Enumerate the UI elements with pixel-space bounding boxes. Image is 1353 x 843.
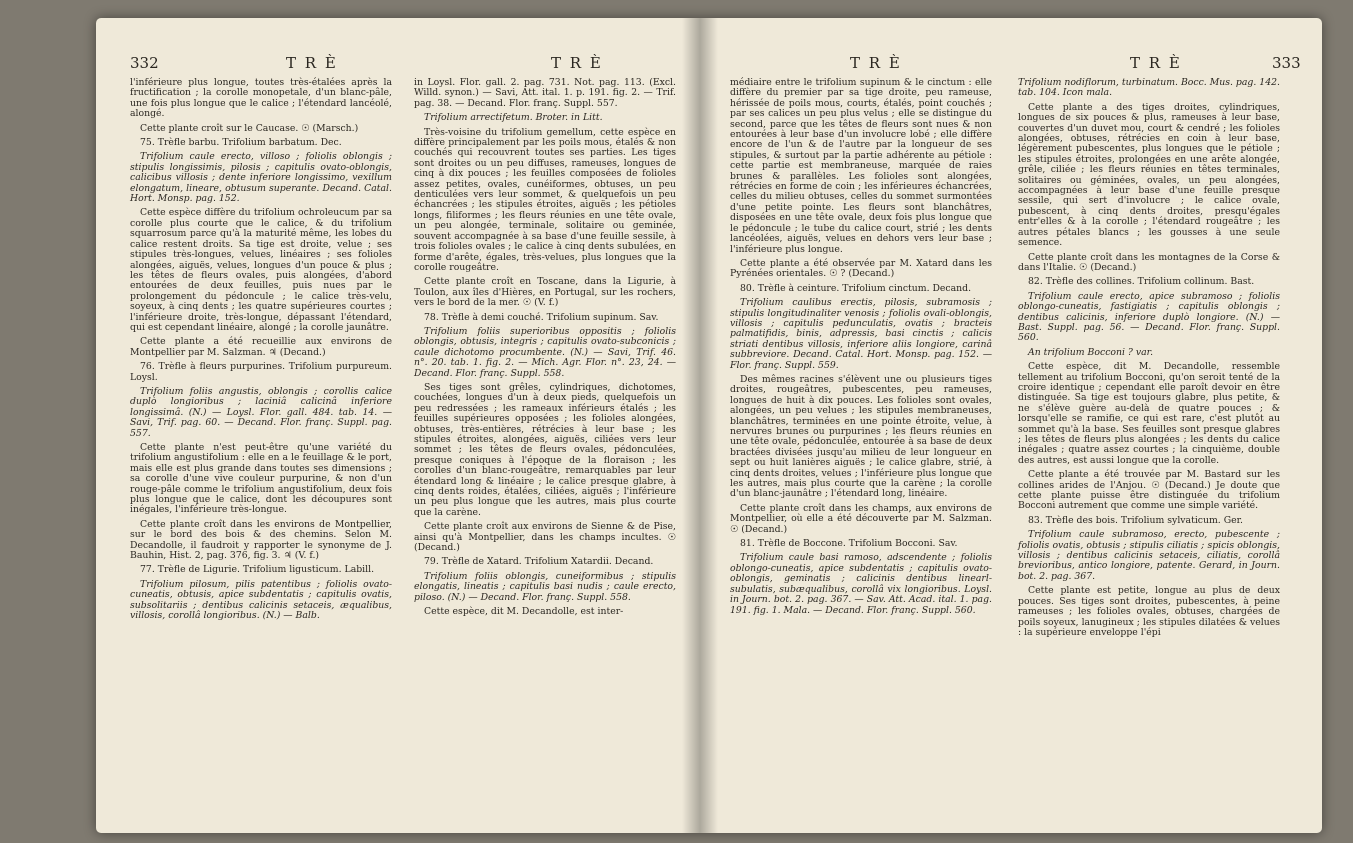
left-column-1	[130, 78, 392, 626]
paragraph: Très-voisine du trifolium gemellum, cette espèce en diffère principalement par les poils mous, étalés & non couchés qui recouvrent toutes ses parties. Les tiges sont droites ou un peu diffuses, rameuses, longues de cinq à dix pouces ; les feuilles composées de folioles assez petites, ovales, cunéiformes, obtuses, un peu denticulées vers leur sommet, & quelquefois un peu échancrées ; les stipules étroites, aiguës ; les pétioles longs, filiformes ; les fleurs réunies en une tête ovale, un peu alongée, terminale, solitaire ou geminée, souvent accompagnée à sa base d'une feuille sessile, à trois folioles ovales ; le calice à cinq dents subulées, en forme d'arête, égales, très-velues, plus longues que la corolle rougeâtre.	[414, 126, 676, 273]
synonym: Trifolium arrectifetum. Broter. in Litt.	[424, 112, 603, 124]
latin-diagnosis: Trifolium caule erecto, apice subramoso ; foliolis oblongo-cuneatis, fastigiatis ; capitulis oblongis ; dentibus calicinis, inferiore duplò longiore. (N.) — Bast. Suppl. pag. 56. — Decand. Flor. franç. Suppl. 560.	[1018, 290, 1280, 344]
species-heading: 76. Trèfle à fleurs purpurines. Trifolium purpureum. Loysl.	[130, 361, 392, 383]
latin-diagnosis: Trifolium caule basi ramoso, adscendente ; foliolis oblongo-cuneatis, apice subdentatis ; capitulis ovato-oblongis, geminatis ; calicinis dentibus linearl-subulatis, subæqualibus, corollâ vix longioribus. Loysl. in Journ. bot. 2. pag. 367. — Sav. Att. Acad. ital. 1. pag. 191. fig. 1. Mala. — Decand. Flor. franç. Suppl. 560.	[730, 552, 992, 616]
paragraph: Cette plante croît dans les montagnes de la Corse & dans l'Italie. ☉ (Decand.)	[1018, 251, 1280, 273]
latin-diagnosis: Trifolium caulibus erectis, pilosis, subramosis ; stipulis longitudinaliter venosis ; foliolis ovali-oblongis, villosis ; capitulis pedunculatis, ovatis ; bracteis palmatifidis, binis, adpressis, basi cinctis ; calicis striati dentibus villosis, inferiore aliis longiore, carinâ subbreviore. Decand. Catal. Hort. Monsp. pag. 152. — Flor. franç. Suppl. 559.	[730, 297, 992, 371]
species-heading: 81. Trèfle de Boccone. Trifolium Bocconi. Sav.	[740, 538, 958, 550]
left-column-2	[414, 78, 676, 622]
species-heading: 79. Trèfle de Xatard. Trifolium Xatardii. Decand.	[424, 556, 654, 568]
paragraph: Cette plante a été trouvée par M. Bastard sur les collines arides de l'Anjou. ☉ (Decand.) Je doute que cette plante puisse être distinguée du trifolium Bocconi autrement que comme une simple variété.	[1018, 469, 1280, 512]
species-heading: 80. Trèfle à ceinture. Trifolium cinctum. Decand.	[740, 282, 972, 294]
left-header-col1: T R È	[286, 54, 338, 72]
species-heading: 83. Trèfle des bois. Trifolium sylvaticum. Ger.	[1028, 514, 1244, 526]
right-page-number: 333	[1272, 54, 1301, 72]
paragraph: Cette espèce, dit M. Decandolle, est inter-	[424, 606, 624, 618]
paragraph: Ses tiges sont grêles, cylindriques, dichotomes, couchées, longues d'un à deux pieds, quelquefois un peu redressées ; les rameaux inférieurs étalés ; les feuilles supérieures opposées ; les folioles alongées, obtuses, très-entières, rétrécies à leur base ; les stipules étroites, alongées, aiguës, ciliées vers leur sommet ; les têtes de fleurs ovales, pédonculées, presque coniques à l'époque de la floraison ; les corolles d'un blanc-rougeâtre, remarquables par leur étendard long & linéaire ; le calice presque glabre, à cinq dents roides, étalées, ciliées, aiguës ; l'inférieure un peu plus longue que les autres, mais plus courte que la carène.	[414, 381, 676, 518]
right-header-col2: T R È	[1130, 54, 1182, 72]
right-column-2	[1018, 78, 1280, 642]
latin-diagnosis: Trifolium caule subramoso, erecto, pubescente ; foliolis ovatis, obtusis ; stipulis ciliatis ; spicis oblongis, villosis ; dentibus calicinis setaceis, ciliatis, corollâ brevioribus, antico longiore, patente. Gerard, in Journ. bot. 2. pag. 367.	[1018, 529, 1280, 582]
paragraph: Cette espèce, dit M. Decandolle, ressemble tellement au trifolium Bocconi, qu'on seroit tenté de la croire identique ; cependant elle paroît devoir en être distinguée. Sa tige est toujours glabre, plus petite, & ne s'élève guère au-delà de quatre pouces ; & lorsqu'elle se ramifie, ce qui est rare, c'est plutôt au sommet qu'à la base. Ses feuilles sont presque glabres ; les têtes de fleurs plus alongées ; les dents du calice inégales ; quatre assez courtes ; la cinquième, double des autres, est aussi longue que la corolle.	[1018, 361, 1280, 466]
species-heading: 77. Trèfle de Ligurie. Trifolium ligusticum. Labill.	[140, 564, 375, 576]
paragraph: médiaire entre le trifolium supinum & le cinctum : elle diffère du premier par sa tige droite, peu rameuse, hérissée de poils mous, courts, étalés, point couchés ; par ses calices un peu plus velus ; elle se distingue du second, parce que les têtes de fleurs sont nues & non entourées à leur base d'un involucre lobé ; elle diffère encore de l'un & de l'autre par la longueur de ses stipules, & surtout par la partie adhérente au pétiole : cette partie est membraneuse, marquée de raies brunes & parallèles. Les folioles sont alongées, rétrécies en forme de coin ; les inférieures échancrées, celles du milieu obtuses, celles du sommet surmontées d'une petite pointe. Les fleurs sont blanchâtres, disposées en une tête ovale, deux fois plus longue que le pédoncule ; le tube du calice court, strié ; les dents lancéolées, aiguës, velues en dehors vers leur base ; l'inférieure plus longue.	[730, 77, 992, 255]
synonym: An trifolium Bocconi ? var.	[1028, 346, 1154, 358]
species-heading: 78. Trèfle à demi couché. Trifolium supinum. Sav.	[424, 311, 659, 323]
paragraph: Cette plante croît en Toscane, dans la Ligurie, à Toulon, aux îles d'Hières, en Portugal, sur les rochers, vers le bord de la mer. ☉ (V. f.)	[414, 276, 676, 309]
paragraph: Cette plante est petite, longue au plus de deux pouces. Ses tiges sont droites, pubescentes, à peine rameuses ; les folioles ovales, obtuses, chargées de poils soyeux, lanugineux ; les stipules dilatées & velues : la supérieure enveloppe l'épi	[1018, 585, 1280, 638]
paragraph: l'inférieure plus longue, toutes très-étalées après la fructification ; la corolle monopetale, d'un blanc-pâle, une fois plus longue que le calice ; l'étendard lancéolé, alongé.	[130, 77, 392, 120]
left-header-col2: T R È	[551, 54, 603, 72]
open-book	[96, 18, 1322, 833]
latin-diagnosis: Trifolium caule erecto, villoso ; foliolis oblongis ; stipulis longissimis, pilosis ; capitulis ovato-oblongis, calicibus villosis ; dente inferiore longissimo, vexillum elongatum, lineare, obtusum superante. Decand. Catal. Hort. Monsp. pag. 152.	[130, 151, 392, 205]
synonym: Trifolium nodiflorum, turbinatum. Bocc. Mus. pag. 142. tab. 104. Icon mala.	[1018, 77, 1280, 99]
right-page	[700, 18, 1322, 833]
species-heading: 82. Trèfle des collines. Trifolium collinum. Bast.	[1028, 276, 1255, 288]
right-header-col1: T R È	[850, 54, 902, 72]
paragraph: Cette plante croît sur le Caucase. ☉ (Marsch.)	[140, 122, 359, 134]
latin-diagnosis: Trifolium pilosum, pilis patentibus ; foliolis ovato-cuneatis, obtusis, apice subdentatis ; capitulis ovatis, subsolitariis ; dentibus calicinis setaceis, æqualibus, villosis, corollâ longioribus. (N.) — Balb.	[130, 578, 392, 622]
paragraph: Cette espèce diffère du trifolium ochroleucum par sa corolle plus courte que le calice, & du trifolium squarrosum parce qu'à la maturité même, les lobes du calice restent droits. Sa tige est droite, velue ; ses stipules très-longues, velues, linéaires ; ses folioles alongées, aiguës, velues, longues d'un pouce & plus ; les têtes de fleurs ovales, puis alongées, d'abord entourées de deux feuilles, puis nues par le prolongement du pédoncule ; le calice très-velu, soyeux, à cinq dents ; les quatre supérieures courtes ; l'inférieure droite, très-longue, dépassant l'étendard, qui est cependant linéaire, alongé ; la corolle jaunâtre.	[130, 207, 392, 333]
latin-diagnosis: Trifolium foliis angustis, oblongis ; corollis calice duplò longioribus ; laciniâ calicinâ inferiore longissimâ. (N.) — Loysl. Flor. gall. 484. tab. 14. — Savi, Trif. pag. 60. — Decand. Flor. franç. Suppl. pag. 557.	[130, 385, 392, 439]
paragraph: Cette plante a été recueillie aux environs de Montpellier par M. Salzman. ♃ (Decand.)	[130, 336, 392, 358]
paragraph: Cette plante croît dans les champs, aux environs de Montpellier, où elle a été découverte par M. Salzman. ☉ (Decand.)	[730, 502, 992, 535]
paragraph: Des mêmes racines s'élèvent une ou plusieurs tiges droites, rougeâtres, pubescentes, peu rameuses, longues de huit à dix pouces. Les folioles sont ovales, alongées, un peu velues ; les stipules membraneuses, blanchâtres, terminées en une pointe étroite, velue, à nervures brunes ou purpurines ; les fleurs réunies en une tête ovale, pédonculée, entourée à sa base de deux bractées divisées jusqu'au milieu de leur longueur en sept ou huit lanières aiguës ; le calice glabre, strié, à cinq dents droites, velues ; l'inférieure plus longue que les autres, mais plus courte que la carène ; la corolle d'un blanc-jaunâtre ; l'étendard long, linéaire.	[730, 373, 992, 500]
latin-diagnosis: Trifolium foliis oblongis, cuneiformibus ; stipulis elongatis, lineatis ; capitulis basi nudis ; caule erecto, piloso. (N.) — Decand. Flor. franç. Suppl. 558.	[414, 570, 676, 603]
paragraph: Cette plante a des tiges droites, cylindriques, longues de six pouces & plus, rameuses à leur base, couvertes d'un duvet mou, court & cendré ; les folioles alongées, obtuses, rétrécies en coin à leur base, légèrement pubescentes, plus longues que le pétiole ; les stipules étroites, prolongées en une arête alongée, grêle, ciliée ; les fleurs réunies en têtes terminales, solitaires ou géminées, ovales, un peu alongées, accompagnées à leur base d'une feuille presque sessile, qui sert d'involucre ; le calice ovale, pubescent, à cinq dents droites, presqu'égales entr'elles & à la corolle ; l'étendard rougeâtre ; les autres pétales blancs ; les gousses à une seule semence.	[1018, 101, 1280, 249]
paragraph: Cette plante croît dans les environs de Montpellier, sur le bord des bois & des chemins. Selon M. Decandolle, il faudroit y rapporter le synonyme de J. Bauhin, Hist. 2, pag. 376, fig. 3. ♃ (V. f.)	[130, 518, 392, 562]
paragraph: Cette plante croît aux environs de Sienne & de Pise, ainsi qu'à Montpellier, dans les champs incultes. ☉ (Decand.)	[414, 521, 676, 554]
paragraph: Cette plante a été observée par M. Xatard dans les Pyrénées orientales. ☉ ? (Decand.)	[730, 257, 992, 280]
paragraph: in Loysl. Flor. gall. 2. pag. 731. Not. pag. 113. (Excl. Willd. synon.) — Savi, Att. ital. 1. p. 191. fig. 2. — Trif. pag. 38. — Decand. Flor. franç. Suppl. 557.	[414, 77, 676, 109]
species-heading: 75. Trèfle barbu. Trifolium barbatum. Dec.	[140, 137, 342, 149]
left-page-number: 332	[130, 54, 159, 72]
right-column-1	[730, 78, 992, 620]
latin-diagnosis: Trifolium foliis superioribus oppositis ; foliolis oblongis, obtusis, integris ; capitulis ovato-subconicis ; caule dichotomo procumbente. (N.) — Savi, Trif. 46. n°. 20. tab. 1. fig. 2. — Mich. Agr. Flor. n°. 23, 24. — Decand. Flor. franç. Suppl. 558.	[414, 325, 676, 379]
paragraph: Cette plante n'est peut-être qu'une variété du trifolium angustifolium : elle en a le feuillage & le port, mais elle est plus grande dans toutes ses dimensions ; sa corolle d'une vive couleur purpurine, & non d'un rouge-pâle comme le trifolium angustifolium, deux fois plus longue que le calice, dont les découpures sont inégales, l'inférieure très-longue.	[130, 442, 392, 516]
left-page	[96, 18, 700, 833]
